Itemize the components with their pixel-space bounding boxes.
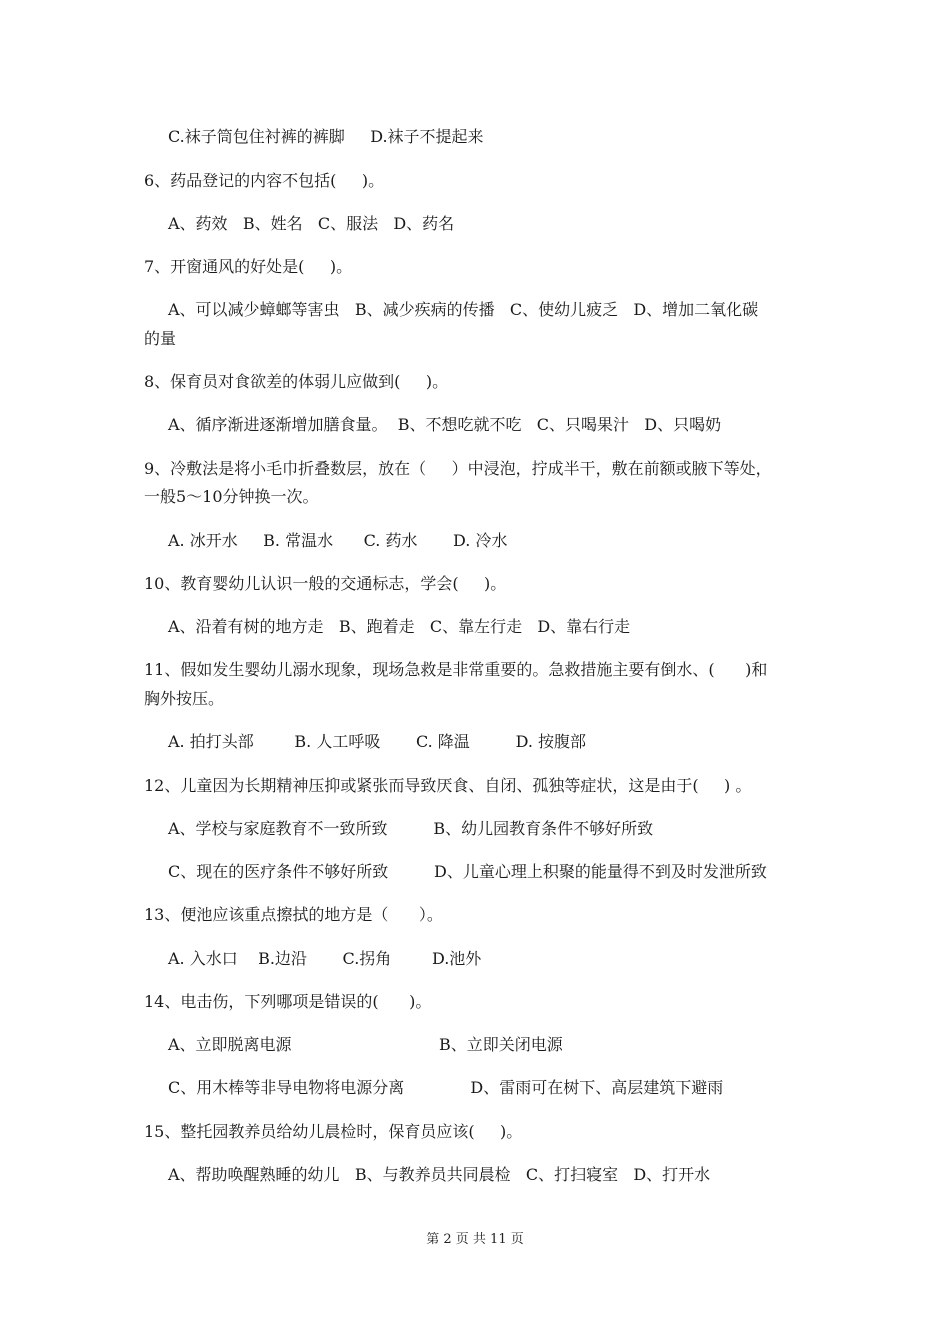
- page-footer: 第 2 页 共 11 页: [426, 1232, 524, 1247]
- question-7: 7、开窗通风的好处是( )。: [144, 257, 353, 276]
- question-14-options-ab: A、立即脱离电源 B、立即关闭电源: [168, 1035, 563, 1054]
- question-10-options: A、沿着有树的地方走 B、跑着走 C、靠左行走 D、靠右行走: [168, 617, 631, 636]
- question-8: 8、保育员对食欲差的体弱儿应做到( )。: [144, 372, 449, 391]
- question-12-options-cd: C、现在的医疗条件不够好所致 D、儿童心理上积聚的能量得不到及时发泄所致: [168, 862, 767, 881]
- question-9: 9、冷敷法是将小毛巾折叠数层，放在（ ）中浸泡，拧成半干，敷在前额或腋下等处，: [144, 459, 772, 478]
- question-14-options-cd: C、用木棒等非导电物将电源分离 D、雷雨可在树下、高层建筑下避雨: [168, 1078, 724, 1097]
- question-9-options: A. 冰开水 B. 常温水 C. 药水 D. 冷水: [168, 531, 508, 550]
- q5-options-cd: C.袜子筒包住衬裤的裤脚 D.袜子不提起来: [168, 127, 484, 146]
- question-15-options: A、帮助唤醒熟睡的幼儿 B、与教养员共同晨检 C、打扫寝室 D、打开水: [168, 1165, 711, 1184]
- question-13: 13、便池应该重点擦拭的地方是（ ）。: [144, 905, 443, 924]
- question-11: 11、假如发生婴幼儿溺水现象，现场急救是非常重要的。急救措施主要有倒水、( )和: [144, 660, 768, 679]
- question-8-options: A、循序渐进逐渐增加膳食量。 B、不想吃就不吃 C、只喝果汁 D、只喝奶: [168, 415, 722, 434]
- question-12: 12、儿童因为长期精神压抑或紧张而导致厌食、自闭、孤独等症状，这是由于( ) 。: [144, 776, 752, 795]
- question-6: 6、药品登记的内容不包括( )。: [144, 171, 385, 190]
- question-7-options-wrap: 的量: [144, 329, 177, 348]
- question-12-options-ab: A、学校与家庭教育不一致所致 B、幼儿园教育条件不够好所致: [168, 819, 654, 838]
- question-9-wrap: 一般5～10分钟换一次。: [144, 487, 319, 506]
- question-15: 15、整托园教养员给幼儿晨检时，保育员应该( )。: [144, 1122, 523, 1141]
- question-11-options: A. 拍打头部 B. 人工呼吸 C. 降温 D. 按腹部: [168, 732, 586, 751]
- question-11-wrap: 胸外按压。: [144, 689, 225, 708]
- question-6-options: A、药效 B、姓名 C、服法 D、药名: [168, 214, 455, 233]
- question-13-options: A. 入水口 B.边沿 C.拐角 D.池外: [168, 949, 482, 968]
- question-7-options: A、可以减少蟑螂等害虫 B、减少疾病的传播 C、使幼儿疲乏 D、增加二氧化碳: [168, 300, 759, 319]
- question-14: 14、电击伤，下列哪项是错误的( )。: [144, 992, 432, 1011]
- question-10: 10、教育婴幼儿认识一般的交通标志，学会( )。: [144, 574, 507, 593]
